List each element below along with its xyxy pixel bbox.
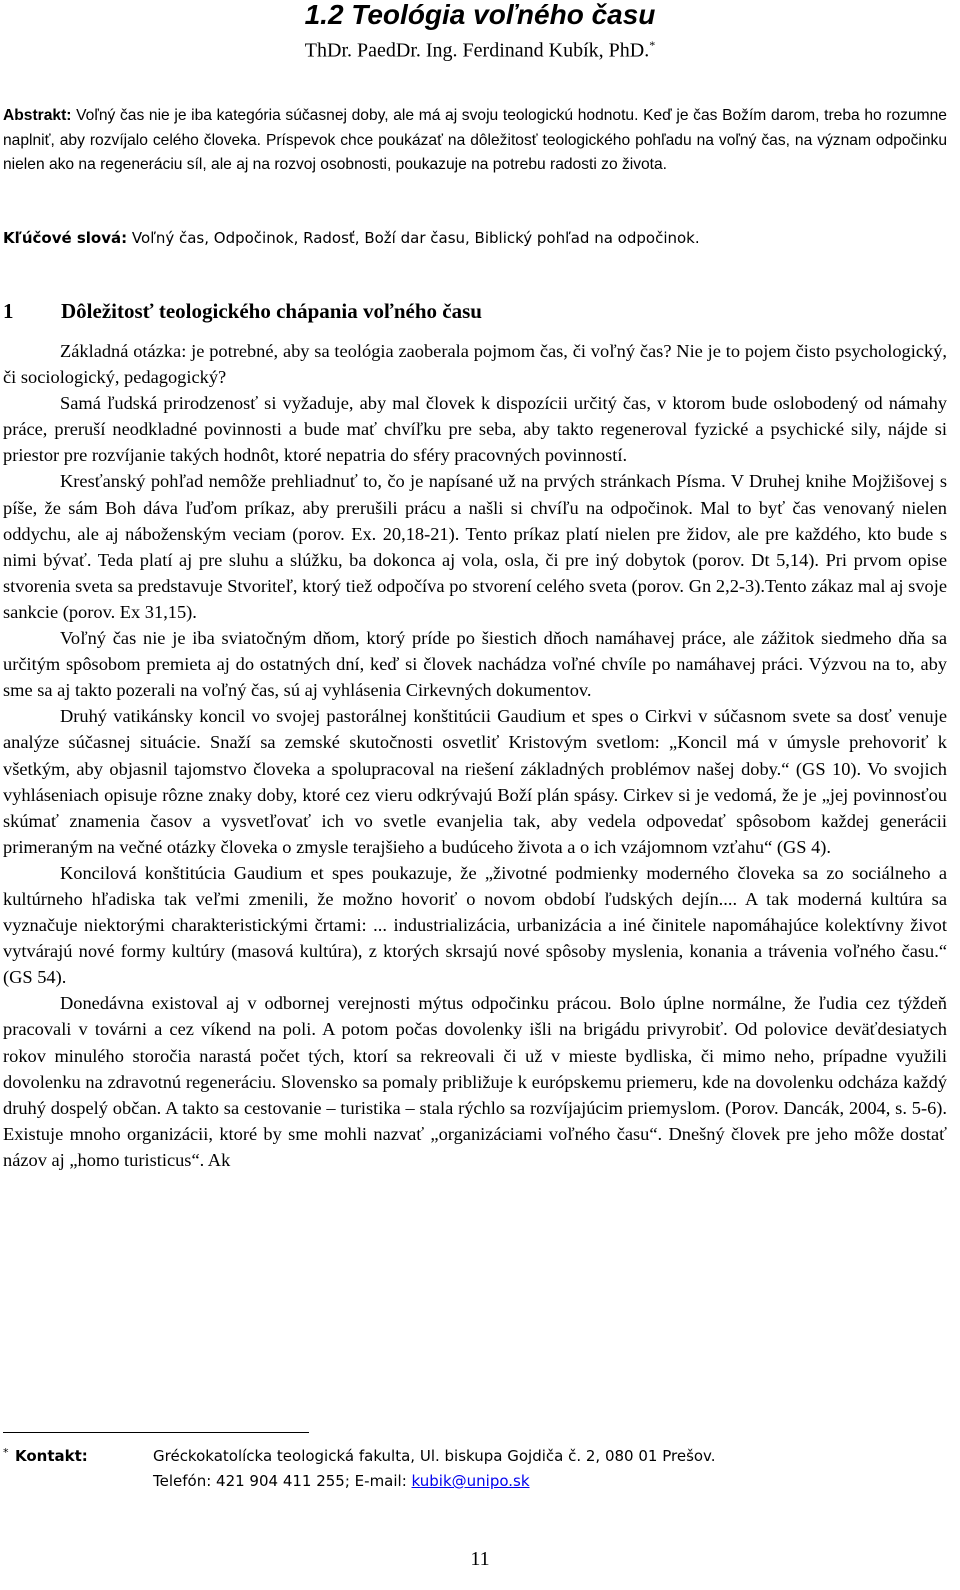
paper-title: 1.2 Teológia voľného času <box>304 0 656 30</box>
abstract-text: Voľný čas nie je iba kategória súčasnej doby, ale má aj svoju teologickú hodnotu. Keď je čas Božím darom, treba ho rozumne naplniť, aby rozvíjalo celého človeka. Príspevok chce poukázať na dôležitosť teologického pohľadu na voľný čas, na význam odpočinku nielen ako na regeneráciu síl, ale aj na rozvoj osobnosti, poukazuje na potrebu radosti zo života. <box>3 107 947 173</box>
author-footnote-mark: * <box>649 38 656 52</box>
footnote-label: Kontakt: <box>15 1447 88 1465</box>
page-number: 11 <box>470 1548 490 1570</box>
footnote-mark: * <box>3 1446 9 1459</box>
footnote <box>3 1444 947 1494</box>
keywords-text: Voľný čas, Odpočinok, Radosť, Boží dar času, Biblický pohľad na odpočinok. <box>131 229 700 247</box>
section-title: Dôležitosť teologického chápania voľného času <box>61 299 482 323</box>
footnote-divider <box>3 1432 309 1433</box>
footnote-address: Gréckokatolícka teologická fakulta, Ul. biskupa Gojdiča č. 2, 080 01 Prešov. <box>153 1447 716 1465</box>
keywords-label: Kľúčové slová: <box>3 229 128 247</box>
abstract-label: Abstrakt: <box>3 107 72 124</box>
author-name: ThDr. PaedDr. Ing. Ferdinand Kubík, PhD. <box>304 39 650 62</box>
paragraph: Druhý vatikánsky koncil vo svojej pastorálnej konštitúcii Gaudium et spes o Cirkvi v súčasnom svete sa dosť venuje analýze súčasnej situácie. Snaží sa zemské skutočnosti osvetliť Kristovým svetlom: „Koncil má v úmysle prehovoriť k všetkým, aby objasnil tajomstvo človeka a spolupracoval na riešení základných problémov našej doby.“ (GS 10). Vo svojich vyhláseniach opisuje rôzne znaky doby, ktoré cez vieru odkrývajú Boží plán spásy. Cirkev si je vedomá, že je „jej povinnosťou skúmať znamenia časov a vysvetľovať ich vo svetle evanjelia tak, aby vedela odpovedať spôsobom každej generácii primeraným na večné otázky človeka o zmysle terajšieho a budúceho života a o ich vzájomnom vzťahu“ (GS 4). <box>3 706 947 857</box>
email-link[interactable]: kubik@unipo.sk <box>411 1472 530 1490</box>
abstract <box>3 104 947 178</box>
paragraph: Základná otázka: je potrebné, aby sa teológia zaoberala pojmom čas, či voľný čas? Nie je to pojem čisto psychologický, či sociologický, pedagogický? <box>3 341 947 388</box>
paragraph: Donedávna existoval aj v odbornej verejnosti mýtus odpočinku prácou. Bolo úplne normálne, že ľudia cez týždeň pracovali v továrni a cez víkend na poli. A potom počas dovolenky išli na brigádu privyrobiť. Od polovice deväťdesiatych rokov minulého storočia narastá počet tých, ktorí sa rekreovali či už v mieste bydliska, či mimo neho, prípadne využili dovolenku na zdravotnú regeneráciu. Slovensko sa pomaly približuje k európskemu priemeru, kde na dovolenku odcháza každý druhý dospelý občan. A takto sa cestovanie – turistika – stala rýchlo sa rozvíjajúcim priemyslom. (Porov. Dancák, 2004, s. 5-6). Existuje mnoho organizácii, ktoré by sme mohli nazvať „organizáciami voľného času“. Dnešný človek pre jeho môže dostať názov aj „homo turisticus“. Ak <box>3 993 947 1170</box>
paragraph: Kresťanský pohľad nemôže prehliadnuť to, čo je napísané už na prvých stránkach Písma. V Druhej knihe Mojžišovej s píše, že sám Boh dáva ľuďom príkaz, aby prerušili prácu a našli si chvíľu na odpočinok. Mal to byť čas venovaný nielen oddychu, ale aj náboženským veciam (porov. Ex. 20,18-21). Tento príkaz platí nielen pre židov, ale pre každého, kto bude s nimi bývať. Teda platí aj pre sluhu a slúžku, ba dokonca aj vola, osla, či pre iný dobytok (porov. Dt 5,14). Pri prvom opise stvorenia sveta sa predstavuje Stvoriteľ, ktorý tiež odpočíva po stvorení celého sveta (porov. Gn 2,2-3).Tento zákaz mal aj svoje sankcie (porov. Ex 31,15). <box>3 471 947 622</box>
section-number: 1 <box>3 299 14 323</box>
footnote-phone: Telefón: 421 904 411 255; E-mail: <box>153 1472 412 1490</box>
body-text <box>3 338 947 1173</box>
paragraph: Voľný čas nie je iba sviatočným dňom, ktorý príde po šiestich dňoch namáhavej práce, ale zážitok siedmeho dňa sa určitým spôsobom premieta aj do ostatných dní, keď si človek nachádza voľné chvíle po namáhavej práci. Výzvou na to, aby sme sa aj takto pozerali na voľný čas, sú aj vyhlásenia Cirkevných dokumentov. <box>3 628 947 701</box>
section-heading <box>3 297 947 325</box>
author-line <box>0 32 960 64</box>
paragraph: Samá ľudská prirodzenosť si vyžaduje, aby mal človek k dispozícii určitý čas, v ktorom bude oslobodený od námahy práce, preruší neodkladné povinnosti a bude mať chvíľku pre seba, aby takto regeneroval fyzické a psychické sily, nájde si priestor pre rozvíjanie takých hodnôt, ktoré nepatria do sféry pracovných povinností. <box>3 393 947 466</box>
keywords <box>3 226 947 250</box>
paragraph: Koncilová konštitúcia Gaudium et spes poukazuje, že „životné podmienky moderného človeka sa zo sociálneho a kultúrneho hľadiska tak veľmi zmenili, že možno hovoriť o novom období ľudských dejín.... A tak moderná kultúra sa vyznačuje niektorými charakteristickými črtami: ... industrializácia, urbanizácia a iné činitele napomáhajúce kolektívny život vytvárajú nové formy kultúry (masová kultúra), z ktorých skrsajú nové spôsoby myslenia, konania a trávenia voľného času.“ (GS 54). <box>3 862 947 988</box>
